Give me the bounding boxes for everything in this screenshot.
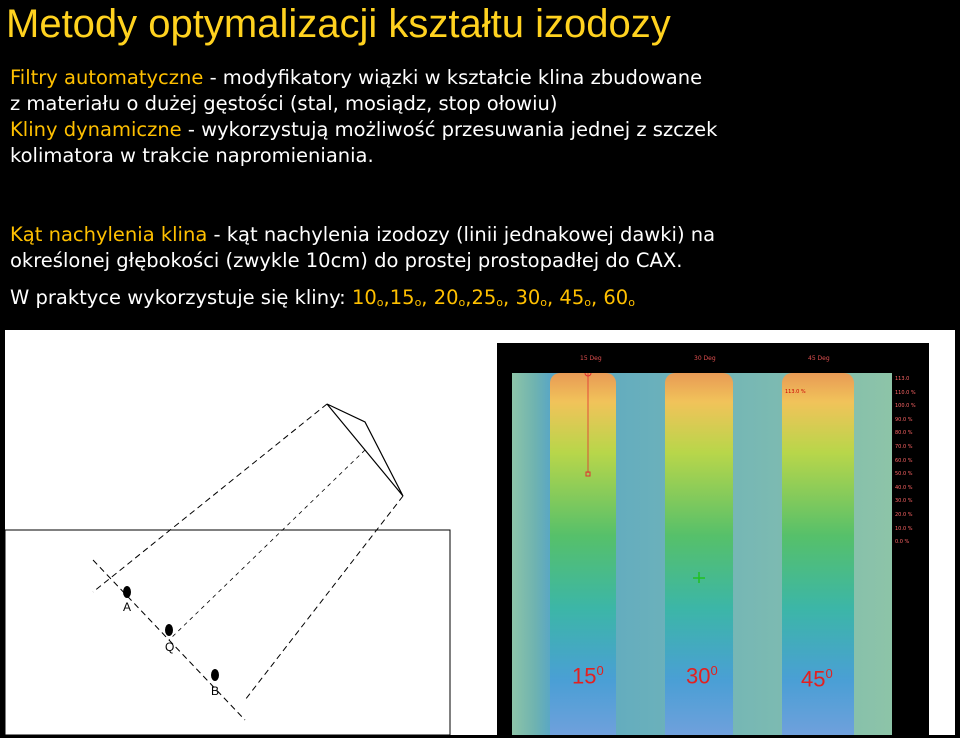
term-wedge-angle: Kąt nachylenia klina: [10, 223, 208, 246]
point-a-marker: [123, 586, 131, 598]
legend-item: 100.0 %: [895, 403, 916, 410]
wedge-label-30: [686, 663, 718, 689]
wedge-list-prefix: W praktyce wykorzystuje się kliny:: [10, 286, 352, 309]
paragraph-wedge-list: [10, 285, 635, 316]
degree-mark: o: [628, 296, 635, 309]
degree-mark: o: [414, 296, 422, 309]
wedge-value: 45: [801, 666, 826, 692]
degree-sup: 0: [596, 663, 604, 678]
wedge-value: 30: [686, 663, 711, 689]
phantom: [5, 530, 450, 735]
wedge-angle-value: 30: [515, 286, 541, 309]
header-15-deg: 15 Deg: [580, 355, 602, 362]
legend-item: 50.0 %: [895, 471, 913, 478]
page-title: Metody optymalizacji kształtu izodozy: [6, 2, 671, 46]
degree-mark: o: [458, 296, 466, 309]
paragraph-filters: [10, 65, 717, 169]
point-b-marker: [211, 669, 219, 681]
degree-mark: o: [540, 296, 547, 309]
wedge-label-15: [572, 663, 604, 689]
legend-item: 10.0 %: [895, 525, 913, 532]
text-line: z materiału o dużej gęstości (stal, mosiądz, stop ołowiu): [10, 92, 558, 115]
text-line: - wykorzystują możliwość przesuwania jednej z szczek: [181, 118, 718, 141]
point-q-label: Q: [165, 640, 175, 654]
wedge-label-45: [801, 666, 833, 692]
legend-item: 30.0 %: [895, 498, 913, 505]
degree-sup: 0: [825, 666, 833, 681]
wedge-angle-value: 25: [471, 286, 497, 309]
legend-item: 40.0 %: [895, 484, 913, 491]
header-45-deg: 45 Deg: [808, 355, 830, 362]
point-a-label: A: [123, 600, 132, 614]
degree-mark: o: [376, 296, 384, 309]
term-automatic-filters: Filtry automatyczne: [10, 66, 204, 89]
degree-sup: 0: [710, 663, 718, 678]
legend-item: 110.0 %: [895, 389, 916, 396]
legend-item: 0.0 %: [895, 539, 910, 546]
wedge-angle-list: 10o,15o, 20o,25o, 30o, 45o, 60o: [351, 286, 635, 309]
header-30-deg: 30 Deg: [694, 355, 716, 362]
text-line: kolimatora w trakcie napromieniania.: [10, 144, 374, 167]
wedge-angle-value: 10: [351, 286, 377, 309]
legend-item: 60.0 %: [895, 457, 913, 464]
wedge-angle-value: 15: [389, 286, 415, 309]
wedge-angle-value: 45: [559, 286, 585, 309]
max-dose-label: 113.0 %: [785, 389, 806, 395]
legend-item: 80.0 %: [895, 430, 913, 437]
text-line: - modyfikatory wiązki w kształcie klina zbudowane: [203, 66, 703, 89]
term-dynamic-wedges: Kliny dynamiczne: [10, 118, 182, 141]
text-line: określonej głębokości (zwykle 10cm) do prostej prostopadłej do CAX.: [10, 249, 683, 272]
degree-mark: o: [584, 296, 591, 309]
wedge-value: 15: [572, 663, 597, 689]
text-line: - kąt nachylenia izodozy (linii jednakowej dawki) na: [207, 223, 716, 246]
point-q-marker: [165, 624, 173, 636]
legend-item: 20.0 %: [895, 511, 913, 518]
dose-legend: [895, 373, 929, 550]
degree-mark: o: [496, 296, 504, 309]
paragraph-wedge-angle: [10, 222, 715, 274]
wedge-angle-value: 20: [433, 286, 459, 309]
wedge-angle-value: 60: [603, 286, 629, 309]
point-b-label: B: [211, 684, 220, 698]
legend-item: 113.0: [895, 376, 910, 382]
wedge-geometry-diagram: [5, 330, 500, 735]
legend-item: 70.0 %: [895, 443, 913, 450]
legend-item: 90.0 %: [895, 416, 913, 423]
